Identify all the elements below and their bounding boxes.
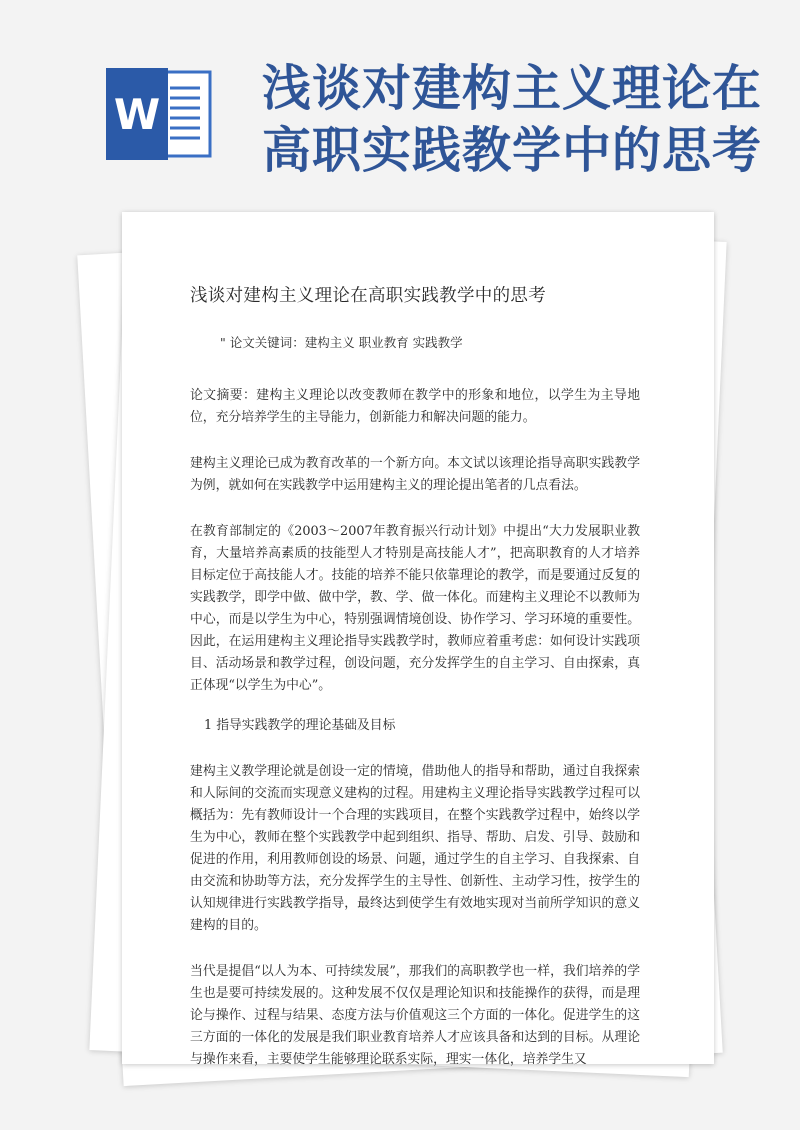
body-paragraph-3: 当代是提倡“以人为本、可持续发展”，那我们的高职教学也一样，我们培养的学生也是要可持续发展的。这种发展不仅仅是理论知识和技能操作的获得，而是理论与操作、过程与结果、态度方法与价值观这三个方面的一体化。促进学生的这三方面的一体化的发展是我们职业教育培养人才应该具备和达到的目标。从理论与操作来看，主要使学生能够理论联系实际，理实一体化，培养学生又: [190, 964, 640, 1067]
document-body: [190, 282, 640, 1071]
keywords-line: " 论文关键词：建构主义 职业教育 实践教学: [220, 335, 463, 350]
word-icon-letter: W: [113, 90, 161, 139]
body-paragraph-2: 建构主义教学理论就是创设一定的情境，借助他人的指导和帮助，通过自我探索和人际间的交流而实现意义建构的过程。用建构主义理论指导实践教学过程可以概括为：先有教师设计一个合理的实践项目，在整个实践教学过程中，始终以学生为中心，教师在整个实践教学中起到组织、指导、帮助、启发、引导、鼓励和促进的作用，利用教师创设的场景、问题，通过学生的自主学习、自我探索、自由交流和协助等方法，充分发挥学生的主导性、创新性、主动学习性，按学生的认知规律进行实践教学指导，最终达到使学生有效地实现对当前所学知识的意义建构的目的。: [190, 764, 640, 933]
section-heading-1: 1 指导实践教学的理论基础及目标: [204, 718, 396, 733]
body-paragraph-1: 在教育部制定的《2003～2007年教育振兴行动计划》中提出“大力发展职业教育，大量培养高素质的技能型人才特别是高技能人才”，把高职教育的人才培养目标定位于高技能人才。技能的培养不能只依靠理论的教学，而是要通过反复的实践教学，即学中做、做中学，教、学、做一体化。而建构主义理论不以教师为中心，而是以学生为中心，特别强调情境创设、协作学习、学习环境的重要性。因此，在运用建构主义理论指导实践教学时，教师应着重考虑：如何设计实践项目、活动场景和教学过程，创设问题，充分发挥学生的自主学习、自由探索，真正体现“以学生为中心”。: [190, 524, 640, 693]
document-title: 浅谈对建构主义理论在高职实践教学中的思考: [190, 286, 546, 306]
banner-title-line1: 浅谈对建构主义理论在: [262, 60, 763, 117]
banner-title-line2: 高职实践教学中的思考: [262, 122, 763, 179]
intro-paragraph: 建构主义理论已成为教育改革的一个新方向。本文试以该理论指导高职实践教学为例，就如何在实践教学中运用建构主义的理论提出笔者的几点看法。: [190, 456, 640, 493]
abstract-paragraph: 论文摘要：建构主义理论以改变教师在教学中的形象和地位，以学生为主导地位，充分培养学生的主导能力，创新能力和解决问题的能力。: [190, 388, 640, 425]
